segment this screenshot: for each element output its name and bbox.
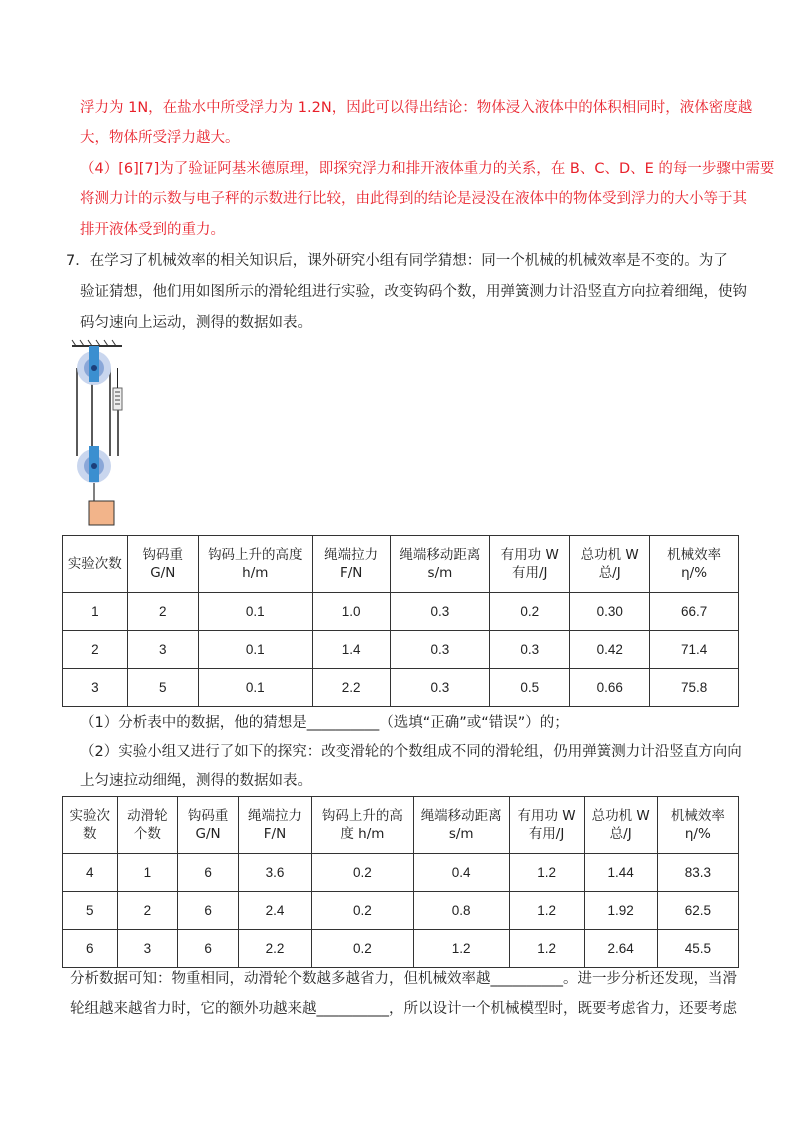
table-cell: 45.5 bbox=[657, 930, 738, 968]
table-cell: 3 bbox=[63, 669, 128, 707]
table-cell: 6 bbox=[178, 930, 239, 968]
table-header-row bbox=[63, 536, 739, 593]
table-cell: 3.6 bbox=[238, 854, 311, 892]
analysis-line-2: 轮组越来越省力时，它的额外功越来越__________，所以设计一个机械模型时，既要考虑省力，还要考虑 bbox=[70, 1001, 737, 1017]
table-cell: 0.3 bbox=[390, 631, 490, 669]
answer-line-1: 浮力为 1N，在盐水中所受浮力为 1.2N，因此可以得出结论：物体浸入液体中的体积相同时，液体密度越 bbox=[80, 100, 753, 116]
table-cell: 0.2 bbox=[311, 854, 413, 892]
table-cell: 71.4 bbox=[650, 631, 739, 669]
header-cell: 钩码重 G/N bbox=[127, 536, 198, 593]
table-cell: 0.4 bbox=[413, 854, 509, 892]
table-cell: 5 bbox=[63, 892, 118, 930]
table-cell: 6 bbox=[63, 930, 118, 968]
answer-line-2: 大，物体所受浮力越大。 bbox=[80, 130, 240, 146]
table-cell: 0.3 bbox=[390, 593, 490, 631]
table-cell: 0.5 bbox=[490, 669, 570, 707]
header-cell: 绳端移动距离 s/m bbox=[413, 797, 509, 854]
header-cell: 绳端拉力 F/N bbox=[238, 797, 311, 854]
table-cell: 0.2 bbox=[311, 892, 413, 930]
table-cell: 2.2 bbox=[312, 669, 390, 707]
header-cell: 机械效率 η/% bbox=[650, 536, 739, 593]
table-cell: 3 bbox=[127, 631, 198, 669]
header-cell: 总功机 W总/J bbox=[584, 797, 657, 854]
header-cell: 机械效率 η/% bbox=[657, 797, 738, 854]
question-7-line-2: 验证猜想，他们用如图所示的滑轮组进行实验，改变钩码个数，用弹簧测力计沿竖直方向拉着细绳，使钩 bbox=[80, 284, 747, 300]
table-cell: 2.2 bbox=[238, 930, 311, 968]
answer-line-5: 排开液体受到的重力。 bbox=[80, 222, 225, 238]
table-cell: 0.3 bbox=[390, 669, 490, 707]
header-cell: 实验次数 bbox=[63, 797, 118, 854]
table-cell: 1 bbox=[63, 593, 128, 631]
table-cell: 1.2 bbox=[509, 892, 584, 930]
header-cell: 钩码上升的高度 h/m bbox=[198, 536, 312, 593]
header-cell: 动滑轮个数 bbox=[117, 797, 178, 854]
table-cell: 66.7 bbox=[650, 593, 739, 631]
table-cell: 0.3 bbox=[490, 631, 570, 669]
table-row bbox=[63, 930, 739, 968]
table-cell: 0.30 bbox=[570, 593, 650, 631]
header-cell: 钩码上升的高度 h/m bbox=[311, 797, 413, 854]
table-cell: 0.1 bbox=[198, 669, 312, 707]
table-cell: 2.4 bbox=[238, 892, 311, 930]
table-cell: 1.44 bbox=[584, 854, 657, 892]
efficiency-table-1 bbox=[62, 535, 739, 707]
table-row bbox=[63, 669, 739, 707]
table-cell: 83.3 bbox=[657, 854, 738, 892]
header-cell: 有用功 W有用/J bbox=[509, 797, 584, 854]
table-cell: 6 bbox=[178, 854, 239, 892]
table-cell: 3 bbox=[117, 930, 178, 968]
table-cell: 2.64 bbox=[584, 930, 657, 968]
table-cell: 2 bbox=[127, 593, 198, 631]
table-cell: 62.5 bbox=[657, 892, 738, 930]
table-cell: 2 bbox=[117, 892, 178, 930]
efficiency-table-2 bbox=[62, 796, 739, 968]
table-cell: 0.8 bbox=[413, 892, 509, 930]
table-header-row bbox=[63, 797, 739, 854]
table-cell: 1.2 bbox=[413, 930, 509, 968]
table-cell: 1.92 bbox=[584, 892, 657, 930]
header-cell: 钩码重 G/N bbox=[178, 797, 239, 854]
table-cell: 1.0 bbox=[312, 593, 390, 631]
header-cell: 总功机 W总/J bbox=[570, 536, 650, 593]
table-cell: 0.1 bbox=[198, 593, 312, 631]
table-cell: 1.4 bbox=[312, 631, 390, 669]
table-cell: 1.2 bbox=[509, 854, 584, 892]
table-cell: 0.42 bbox=[570, 631, 650, 669]
header-cell: 实验次数 bbox=[63, 536, 128, 593]
header-cell: 绳端移动距离 s/m bbox=[390, 536, 490, 593]
table-cell: 2 bbox=[63, 631, 128, 669]
table-cell: 0.2 bbox=[311, 930, 413, 968]
header-cell: 有用功 W有用/J bbox=[490, 536, 570, 593]
pulley-system-figure bbox=[70, 338, 130, 533]
table-cell: 5 bbox=[127, 669, 198, 707]
answer-line-4: 将测力计的示数与电子秤的示数进行比较，由此得到的结论是浸没在液体中的物体受到浮力的大小等于其 bbox=[80, 191, 747, 207]
table-row bbox=[63, 631, 739, 669]
header-cell: 绳端拉力 F/N bbox=[312, 536, 390, 593]
sub-question-2-line-1: （2）实验小组又进行了如下的探究：改变滑轮的个数组成不同的滑轮组，仍用弹簧测力计沿竖直方向向 bbox=[80, 744, 742, 760]
table-cell: 0.2 bbox=[490, 593, 570, 631]
question-7-line-1: 7．在学习了机械效率的相关知识后，课外研究小组有同学猜想：同一个机械的机械效率是不变的。为了 bbox=[66, 253, 728, 269]
table-cell: 1.2 bbox=[509, 930, 584, 968]
table-cell: 0.1 bbox=[198, 631, 312, 669]
table-cell: 75.8 bbox=[650, 669, 739, 707]
table-row bbox=[63, 892, 739, 930]
sub-question-2-line-2: 上匀速拉动细绳，测得的数据如表。 bbox=[80, 773, 312, 789]
table-cell: 4 bbox=[63, 854, 118, 892]
analysis-line-1: 分析数据可知：物重相同，动滑轮个数越多越省力，但机械效率越__________。进一步分析还发现，当滑 bbox=[70, 971, 737, 987]
table-cell: 1 bbox=[117, 854, 178, 892]
answer-line-3: （4）[6][7]为了验证阿基米德原理，即探究浮力和排开液体重力的关系，在 B、C、D、E 的每一步骤中需要 bbox=[80, 161, 775, 177]
table-cell: 0.66 bbox=[570, 669, 650, 707]
question-7-line-3: 码匀速向上运动，测得的数据如表。 bbox=[80, 315, 312, 331]
sub-question-1: （1）分析表中的数据，他的猜想是__________（选填“正确”或“错误”）的； bbox=[80, 715, 569, 731]
table-row bbox=[63, 593, 739, 631]
table-row bbox=[63, 854, 739, 892]
table-cell: 6 bbox=[178, 892, 239, 930]
